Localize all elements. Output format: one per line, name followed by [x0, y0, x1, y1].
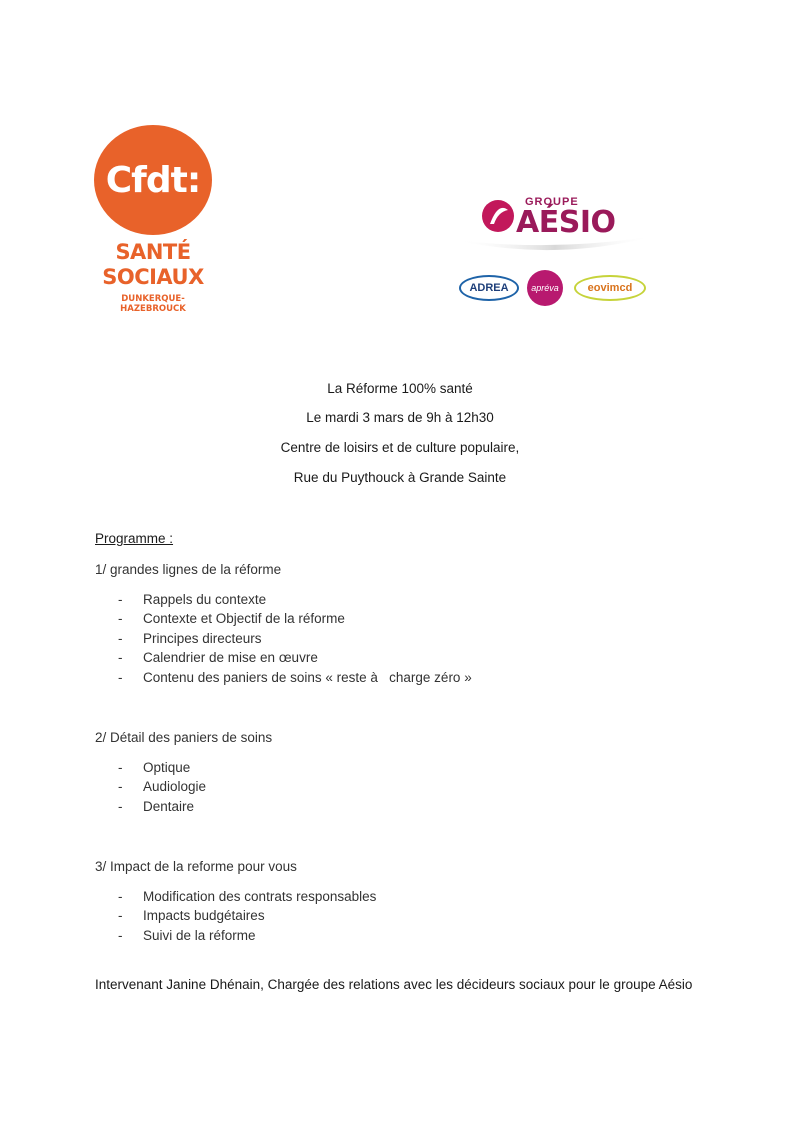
list-item: [118, 928, 376, 947]
list-item-text: Impacts budgétaires: [143, 908, 265, 924]
section-title: 3/ Impact de la reforme pour vous: [95, 859, 297, 874]
apreva-logo: [526, 270, 564, 306]
list-item-text: Modification des contrats responsables: [143, 889, 377, 904]
list-item-text: Contenu des paniers de soins « reste à charge zéro »: [143, 669, 472, 685]
list-item: [118, 889, 376, 908]
event-street: Rue du Puythouck à Grande Sainte: [293, 470, 507, 485]
list-item: [118, 670, 472, 689]
bullet-dash: -: [118, 889, 123, 904]
cfdt-logo-line1: SANTÉ: [115, 240, 191, 264]
section-title: 2/ Détail des paniers de soins: [95, 730, 273, 745]
list-item: [118, 592, 472, 611]
list-item-text: Principes directeurs: [143, 630, 262, 646]
section-3-list: [118, 889, 376, 947]
list-item-text: Optique: [143, 760, 191, 775]
event-title: La Réforme 100% santé: [327, 381, 473, 396]
list-item: [118, 650, 472, 669]
cfdt-logo-name: Cfdt:: [105, 159, 201, 201]
event-date: Le mardi 3 mars de 9h à 12h30: [306, 410, 494, 425]
cfdt-logo-line2: SOCIAUX: [102, 265, 204, 289]
cfdt-logo: [94, 125, 212, 314]
list-item: [118, 631, 472, 650]
bullet-dash: -: [118, 927, 123, 943]
list-item: [118, 760, 206, 779]
adrea-logo-text: ADREA: [459, 275, 519, 301]
list-item-text: Contexte et Objectif de la réforme: [143, 611, 345, 627]
programme-heading: Programme :: [95, 531, 174, 546]
list-item-text: Calendrier de mise en œuvre: [143, 650, 318, 666]
bullet-dash: -: [118, 592, 123, 607]
list-item: [118, 611, 472, 630]
section-1-list: [118, 592, 472, 689]
section-title: 1/ grandes lignes de la réforme: [95, 562, 282, 577]
event-place: Centre de loisirs et de culture populaire,: [280, 440, 520, 455]
bullet-dash: -: [118, 669, 123, 685]
bullet-dash: -: [118, 611, 123, 627]
eovi-mcd-logo: [572, 270, 648, 306]
adrea-logo: [458, 270, 520, 306]
list-item-text: Suivi de la réforme: [143, 927, 256, 943]
aesio-logo-groupe: GROUPE: [525, 196, 579, 208]
bullet-dash: -: [118, 760, 123, 775]
aesio-logo-name: AÉSIO: [516, 205, 616, 240]
section-2-list: [118, 760, 206, 818]
list-item-text: Audiologie: [143, 779, 207, 795]
list-item-text: Dentaire: [143, 798, 195, 814]
bullet-dash: -: [118, 650, 123, 666]
bullet-dash: -: [118, 630, 123, 646]
cfdt-logo-line3: DUNKERQUE-HAZEBROUCK: [120, 294, 186, 314]
apreva-logo-text: apréva: [527, 270, 563, 306]
list-item: [118, 908, 376, 927]
bullet-dash: -: [118, 908, 123, 924]
list-item: [118, 799, 206, 818]
eovi-mcd-logo-text: eovimcd: [574, 275, 646, 301]
bullet-dash: -: [118, 779, 123, 795]
aesio-logo: [450, 190, 660, 315]
bullet-dash: -: [118, 798, 123, 814]
list-item: [118, 779, 206, 798]
speaker-line: Intervenant Janine Dhénain, Chargée des relations avec les décideurs sociaux pour le groupe Aésio: [95, 977, 693, 992]
list-item-text: Rappels du contexte: [143, 592, 267, 607]
